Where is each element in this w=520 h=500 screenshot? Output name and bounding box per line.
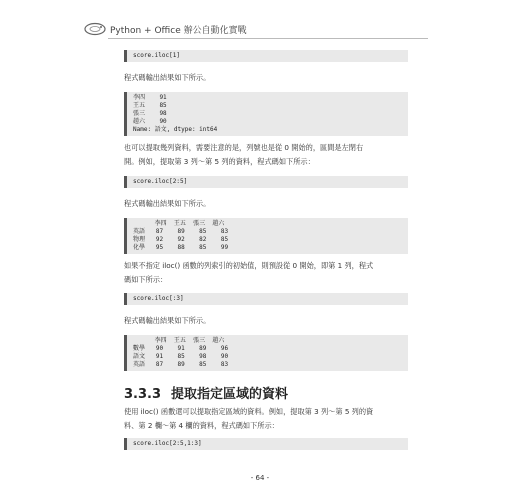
code-line: score.iloc[2:5,1:3] [133, 440, 202, 447]
page-header [84, 20, 444, 42]
text-line: 程式碼輸出結果如下所示。 [124, 73, 211, 82]
paragraph-6 [124, 405, 414, 433]
code-block-2 [124, 176, 408, 188]
output-block-2 [124, 218, 408, 254]
paragraph-4 [124, 259, 414, 287]
paragraph-1 [124, 71, 414, 85]
output-line: 張三 98 [133, 110, 167, 117]
code-line: score.iloc[1] [133, 52, 180, 59]
section-heading [124, 383, 288, 402]
text-line: 使用 iloc() 函數還可以提取指定區域的資料。例如，提取第 3 列～第 5 列的資 [124, 407, 374, 416]
text-line: 也可以提取幾列資料，需要注意的是，列號也是從 0 開始的，區間是左閉右 [124, 143, 364, 152]
code-block-3 [124, 293, 408, 305]
paragraph-3 [124, 197, 414, 211]
code-line: score.iloc[:3] [133, 295, 184, 302]
paragraph-5 [124, 314, 414, 328]
section-number: 3.3.3 [124, 387, 162, 402]
output-line: 物理 92 92 82 85 [133, 236, 229, 243]
section-title: 提取指定區域的資料 [171, 387, 289, 402]
page-number: - 64 - [250, 474, 270, 482]
output-line: Name: 語文, dtype: int64 [133, 126, 218, 133]
output-line: 英語 87 89 85 83 [133, 361, 229, 368]
text-line: 碼如下所示： [124, 275, 168, 284]
output-line: 王五 85 [133, 102, 167, 109]
code-block-4 [124, 438, 408, 450]
text-line: 料、第 2 欄～第 4 欄的資料，程式碼如下所示： [124, 421, 279, 430]
paragraph-2 [124, 141, 414, 169]
snake-logo-icon [84, 22, 106, 36]
output-line: 趙六 90 [133, 118, 167, 125]
header-divider [108, 38, 428, 39]
book-title: Python + Office 辦公自動化實戰 [110, 26, 247, 36]
output-line: 數學 90 91 89 96 [133, 345, 229, 352]
code-line: score.iloc[2:5] [133, 178, 188, 185]
text-line: 開。例如，提取第 3 列～第 5 列的資料，程式碼如下所示： [124, 157, 315, 166]
output-line: 英語 87 89 85 83 [133, 228, 229, 235]
output-line: 李四 91 [133, 94, 167, 101]
text-line: 程式碼輸出結果如下所示。 [124, 316, 211, 325]
text-line: 程式碼輸出結果如下所示。 [124, 199, 211, 208]
output-line: 化學 95 88 85 99 [133, 244, 229, 251]
text-line: 如果不指定 iloc() 函數的列索引的初始值，則預設從 0 開始，即第 1 列，程式 [124, 261, 374, 270]
output-block-1 [124, 92, 408, 136]
output-line: 李四 王五 張三 趙六 [133, 220, 225, 227]
output-line: 李四 王五 張三 趙六 [133, 337, 225, 344]
code-block-1 [124, 50, 408, 62]
output-line: 語文 91 85 98 90 [133, 353, 229, 360]
output-block-3 [124, 335, 408, 371]
